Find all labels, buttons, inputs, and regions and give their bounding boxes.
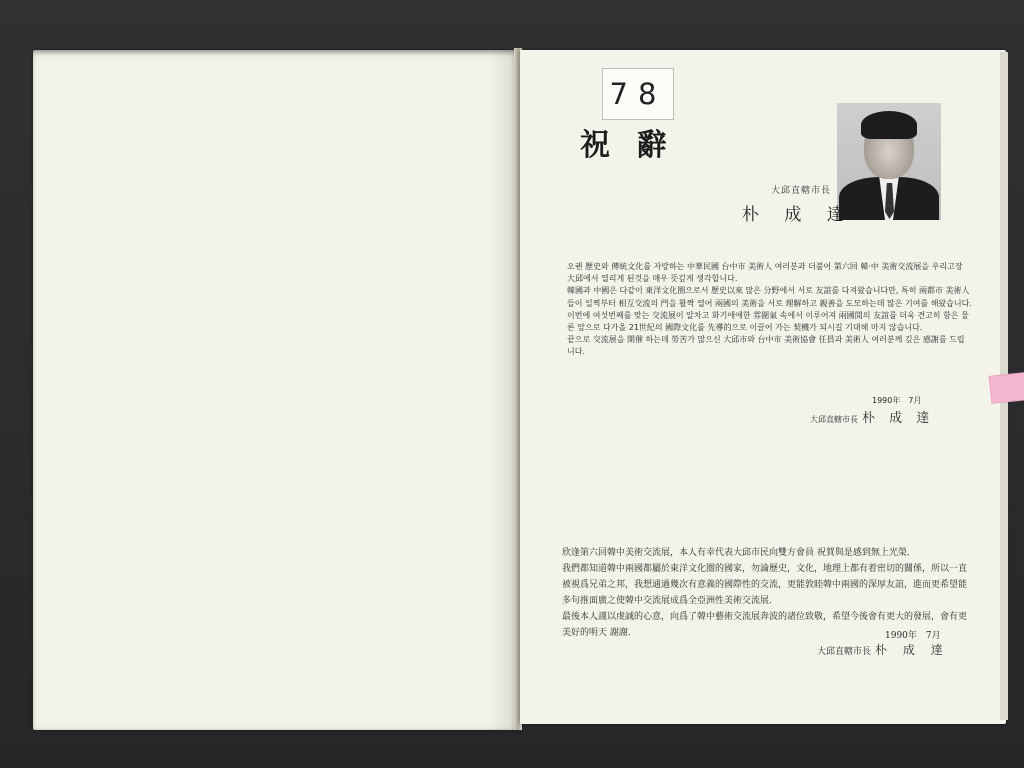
pink-tab-marker [989,372,1024,404]
chinese-signature-date: 1990年 7月 [885,631,941,641]
korean-signature-role: 大邱直轄市長 [810,415,858,424]
korean-paragraph: 韓國과 中國은 다같이 東洋文化圈으로서 歷史以來 많은 分野에서 서로 友誼를 다져왔습니다만, 특히 兩都市 美術人들이 일찍부터 相互交流의 門을 활짝 열어 兩國의 美術을 서로 理解하고 親善을 도모하는데 많은 기여를 해왔습니다. [567,286,972,308]
page-number-label: 78 [602,68,674,120]
author-role: 大邱直轄市長 [771,186,832,196]
chinese-paragraph: 欣逢第六回韓中美術交流展，本人有幸代表大邱市民向雙方會員 祝賀與是感到無上光榮． [562,548,916,558]
chinese-signature-name: 朴 成 達 [875,643,949,657]
chinese-message-body [562,545,972,641]
korean-paragraph: 이번에 여섯번째를 맞는 交流展이 알차고 화기애애한 雰圍氣 속에서 이루어져 兩國間의 友誼를 더욱 견고히 함은 물론 앞으로 다가올 21世紀의 國際文化를 先導的으로 이끌어 가는 契機가 되시길 기대해 마지 않습니다. [567,310,969,333]
korean-signature-line [810,407,934,426]
chinese-signature-line [817,641,949,658]
chinese-signature-role: 大邱直轄市長 [817,647,872,657]
page-title: 祝 辭 [580,128,675,163]
korean-paragraph: 오랜 歷史와 傳統文化를 자랑하는 中華民國 台中市 美術人 여러분과 더불어 第六回 韓·中 美術交流展을 우리고장 大邱에서 열리게 된것을 매우 뜻깊게 생각합니다. [567,262,963,284]
portrait-hair [861,111,917,139]
author-name: 朴 成 達 [742,205,854,225]
chinese-paragraph: 最後本人謹以虔誠的心意，向爲了韓中藝術交流展奔波的諸位致敬，希望今後會有更大的發展，會有更美好的明天 謝謝． [562,612,968,638]
chinese-paragraph: 我們都知道韓中兩國都屬於東洋文化圈的國家，勿論歷史，文化，地理上都有着密切的關係，所以一直被視爲兄弟之邦，我想通過幾次有意義的國際性的交流，更能敦睦韓中兩國的深厚友誼，進而更希望能多句推面廣之使韓中交流展成爲全亞洲性美術交流展． [562,564,968,606]
left-page-blank [33,50,518,730]
korean-signature-name: 朴 成 達 [862,411,935,426]
korean-signature-date: 1990年 7月 [872,396,922,405]
korean-paragraph: 끝으로 交流展을 開催 하는데 勞苦가 많으신 大邱市와 台中市 美術協會 任員과 美術人 여러분께 깊은 感謝를 드립니다. [567,335,965,357]
korean-message-body [567,261,972,359]
